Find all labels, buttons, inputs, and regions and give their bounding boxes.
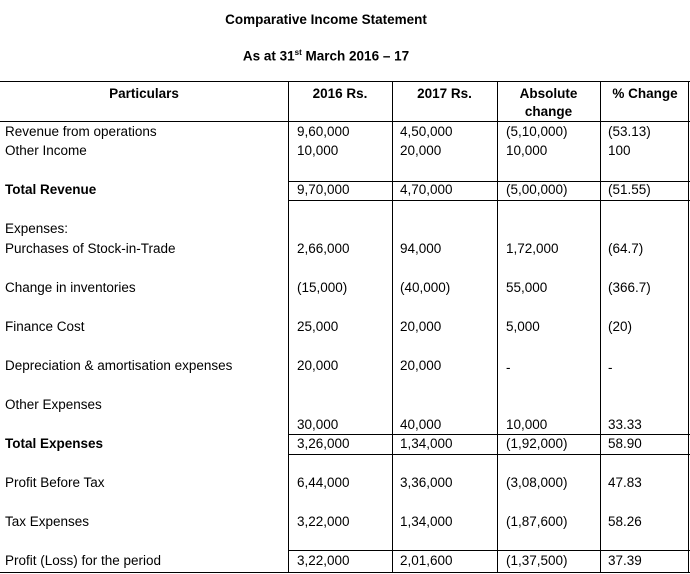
cell-2016: 20,000 <box>297 358 339 373</box>
col-divider-particulars <box>288 81 289 573</box>
cell-pct: 33.33 <box>608 417 642 432</box>
cell-abs: (1,92,000) <box>506 436 568 451</box>
cell-2017: 3,36,000 <box>400 475 453 490</box>
profit-top-border <box>288 550 690 551</box>
row-label: Depreciation & amortisation expenses <box>5 358 233 373</box>
row-label: Total Revenue <box>5 182 97 197</box>
table-bottom-border <box>0 572 690 573</box>
cell-2016: 3,22,000 <box>297 553 350 568</box>
cell-2016: 3,26,000 <box>297 436 350 451</box>
cell-abs: (3,08,000) <box>506 475 568 490</box>
cell-abs: 10,000 <box>506 417 548 432</box>
cell-pct: (20) <box>608 319 633 334</box>
subtitle-prefix: As at 31 <box>242 48 295 64</box>
cell-2016: 10,000 <box>297 143 339 158</box>
header-bottom-border <box>0 121 690 122</box>
cell-2017: 20,000 <box>400 358 442 373</box>
cell-2017: 20,000 <box>400 319 442 334</box>
cell-abs: 10,000 <box>506 143 548 158</box>
cell-2017: 40,000 <box>400 417 442 432</box>
header-abs-line2: change <box>524 104 573 119</box>
cell-pct: (51.55) <box>608 182 651 197</box>
cell-2016: (15,000) <box>297 280 348 295</box>
cell-abs: 1,72,000 <box>506 241 559 256</box>
row-label: Tax Expenses <box>5 514 90 529</box>
cell-abs: (5,10,000) <box>506 124 568 139</box>
table-right-border <box>688 81 689 573</box>
row-label: Change in inventories <box>5 280 136 295</box>
document-title: Comparative Income Statement <box>225 12 427 27</box>
header-2016: 2016 Rs. <box>312 86 368 101</box>
cell-pct: 47.83 <box>608 475 642 490</box>
cell-2017: (40,000) <box>400 280 451 295</box>
cell-abs: (1,37,500) <box>506 553 568 568</box>
subtitle-suffix: March 2016 – 17 <box>301 48 410 64</box>
total-expenses-bottom-border <box>288 454 690 455</box>
cell-2017: 2,01,600 <box>400 553 453 568</box>
cell-2016: 3,22,000 <box>297 514 350 529</box>
header-pct-change: % Change <box>612 86 678 101</box>
row-label: Profit Before Tax <box>5 475 105 490</box>
col-divider-2017 <box>497 81 498 573</box>
document-subtitle <box>0 48 652 64</box>
col-divider-2016 <box>392 81 393 573</box>
cell-abs: (5,00,000) <box>506 182 568 197</box>
cell-pct: 37.39 <box>608 553 642 568</box>
cell-abs: 55,000 <box>506 280 548 295</box>
header-absolute-change <box>497 85 600 121</box>
cell-2017: 1,34,000 <box>400 436 453 451</box>
cell-2017: 4,70,000 <box>400 182 453 197</box>
header-particulars: Particulars <box>109 86 179 101</box>
cell-2017: 1,34,000 <box>400 514 453 529</box>
total-expenses-top-border <box>288 434 690 435</box>
total-revenue-bottom-border <box>288 200 690 201</box>
row-label: Purchases of Stock-in-Trade <box>5 241 176 256</box>
col-divider-abs <box>600 81 601 573</box>
cell-2017: 20,000 <box>400 143 442 158</box>
cell-abs: (1,87,600) <box>506 514 568 529</box>
cell-2017: 94,000 <box>400 241 442 256</box>
expenses-heading: Expenses: <box>5 221 69 236</box>
cell-abs: - <box>506 360 511 375</box>
cell-pct: - <box>608 360 613 375</box>
header-abs-line1: Absolute <box>519 86 578 101</box>
header-2017: 2017 Rs. <box>417 86 472 101</box>
cell-2016: 9,60,000 <box>297 124 350 139</box>
row-label: Other Income <box>5 143 87 158</box>
cell-pct: (53.13) <box>608 124 651 139</box>
cell-pct: (64.7) <box>608 241 644 256</box>
row-label: Total Expenses <box>5 436 104 451</box>
row-label: Revenue from operations <box>5 124 157 139</box>
cell-2016: 6,44,000 <box>297 475 350 490</box>
cell-pct: 100 <box>608 143 631 158</box>
cell-2016: 2,66,000 <box>297 241 350 256</box>
cell-2016: 30,000 <box>297 417 339 432</box>
cell-2016: 25,000 <box>297 319 339 334</box>
cell-2016: 9,70,000 <box>297 182 350 197</box>
cell-pct: (366.7) <box>608 280 651 295</box>
cell-pct: 58.90 <box>608 436 642 451</box>
row-label: Other Expenses <box>5 397 102 412</box>
cell-abs: 5,000 <box>506 319 540 334</box>
row-label: Profit (Loss) for the period <box>5 553 162 568</box>
cell-pct: 58.26 <box>608 514 642 529</box>
table-top-border <box>0 81 690 82</box>
row-label: Finance Cost <box>5 319 85 334</box>
subtitle-sup: st <box>294 48 302 57</box>
cell-2017: 4,50,000 <box>400 124 453 139</box>
